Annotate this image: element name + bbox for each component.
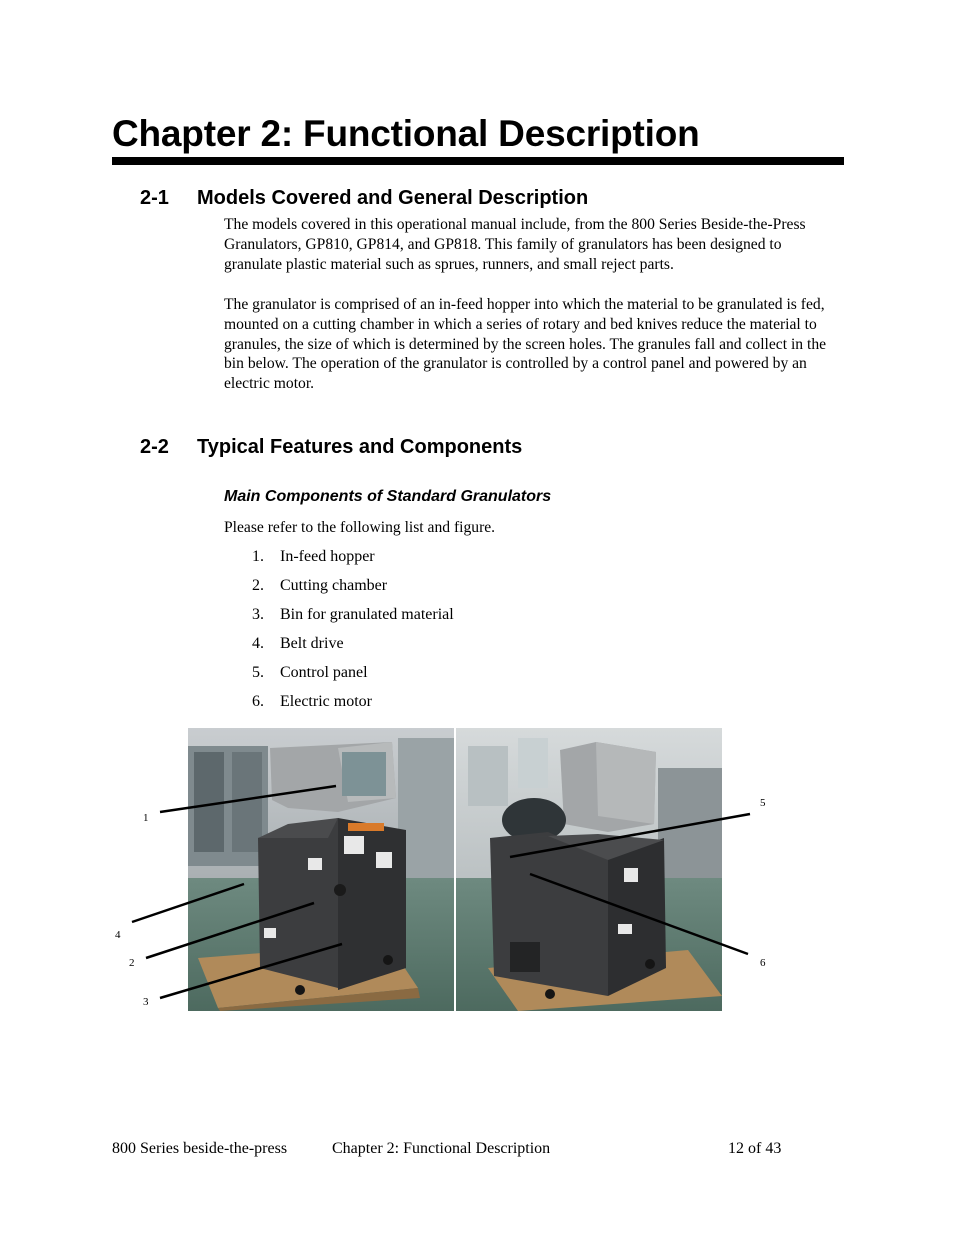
list-item: 3. Bin for granulated material: [252, 606, 454, 623]
list-item: 2. Cutting chamber: [252, 577, 388, 594]
paragraph-models-covered: The models covered in this operational manual include, from the 800 Series Beside-the-Press Granulators, GP810, GP814, and GP818. This family of granulators has been designed to granulate plastic material such as sprues, runners, and small reject parts.: [224, 216, 806, 273]
list-item: 5. Control panel: [252, 664, 368, 681]
callout-label: 2: [129, 957, 135, 969]
photo-front-view: [188, 728, 454, 1011]
list-item: 6. Electric motor: [252, 693, 372, 710]
paragraph-granulator-description: The granulator is comprised of an in-feed hopper into which the material to be granulated is fed, mounted on a cutting chamber in which a series of rotary and bed knives reduce the material to granules, the size of which is determined by the screen holes. The granules fall and collect in the bin below. The operation of the granulator is controlled by a control panel and powered by an electric motor.: [224, 296, 827, 393]
component-list: [252, 547, 454, 721]
callout-label: 3: [143, 996, 149, 1008]
chapter-title: Chapter 2: Functional Description: [112, 113, 700, 154]
section-title: Models Covered and General Description: [197, 187, 589, 209]
granulator-figure: [188, 728, 722, 1011]
callout-label: 5: [760, 797, 766, 809]
list-item: 4. Belt drive: [252, 635, 344, 652]
list-item: 1. In-feed hopper: [252, 548, 375, 565]
callout-label: 1: [143, 812, 149, 824]
list-intro: Please refer to the following list and figure.: [224, 519, 496, 536]
section-number: 2-2: [140, 436, 169, 458]
footer-page-number: 12 of 43: [728, 1140, 782, 1157]
photo-rear-view: [456, 728, 722, 1011]
callout-label: 6: [760, 957, 766, 969]
footer-chapter-title: Chapter 2: Functional Description: [332, 1140, 551, 1157]
section-title: Typical Features and Components: [197, 436, 523, 458]
section-heading-2-2: [140, 435, 522, 459]
chapter-title-rule: [112, 157, 844, 165]
subheading-main-components: Main Components of Standard Granulators: [224, 488, 552, 505]
footer-document-title: 800 Series beside-the-press: [112, 1140, 288, 1157]
section-number: 2-1: [140, 187, 169, 209]
callout-label: 4: [115, 929, 121, 941]
section-heading-2-1: [140, 186, 588, 210]
